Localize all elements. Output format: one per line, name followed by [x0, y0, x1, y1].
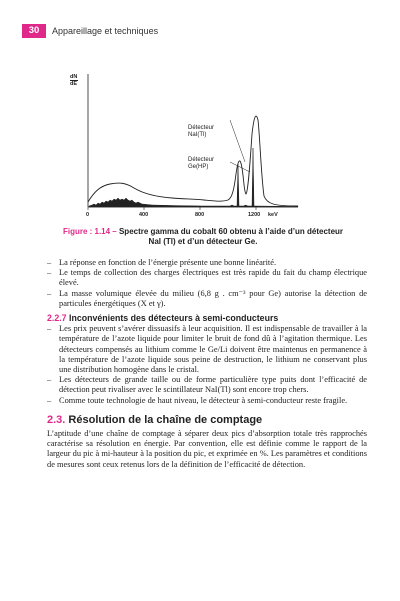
y-label-top: dN: [70, 74, 78, 80]
list-item: – Les détecteurs de grande taille ou de forme particulière type puits dont l’efficacité de détection peut rivaliser avec le scintillateur NaI(Tl) sont encore trop chers.: [47, 375, 367, 395]
nai-annotation: Détecteur NaI(Tl): [188, 125, 215, 138]
paragraph: L’aptitude d’une chaîne de comptage à séparer deux pics d’absorption totale très rapprochés caractérise sa résolution en énergie. Par convention, elle est définie comme le rapport de la largeur du pic à mi-hauteur à la position du pic, et exprimée en %. Les paramètres et conditions de mesures sont ceux retenus lors de la définition de l’efficacité de détection.: [47, 429, 367, 469]
list-item: – La masse volumique élevée du milieu (6,8 g . cm⁻³ pour Ge) autorise la détection de particules énergétiques (X et γ).: [47, 288, 367, 308]
spectrum-plot: [62, 64, 312, 224]
x-unit-label: keV: [268, 212, 278, 218]
x-tick-label-1200: 1200: [248, 212, 261, 218]
list-item: – Les prix peuvent s’avérer dissuasifs à leur acquisition. Il est indispensable de travailler à la température de l’azote liquide pour limiter le bruit de fond dû à l’agitation thermique. Les détecteurs compensés au lithium comme le Ge/Li doivent être maintenus en permanence à la température de l’azote liquide sous peine de destruction, le lithium ne conservant plus une distribution homogène dans le cristal.: [47, 324, 367, 375]
figure-caption-text: Spectre gamma du cobalt 60 obtenu à l’aide d’un détecteur NaI (Tl) et d’un détecteur Ge.: [116, 227, 344, 246]
main-text: [47, 258, 367, 470]
list-item: – La réponse en fonction de l’énergie présente une bonne linéarité.: [47, 258, 277, 267]
page-header: [22, 24, 378, 38]
ge-annotation-pointer: [230, 162, 250, 172]
ge-annotation: Détecteur Ge(HP): [188, 157, 215, 170]
section-heading-2-3: 2.3. Résolution de la chaîne de comptage: [47, 413, 263, 426]
list-item: – Le temps de collection des charges électriques est très rapide du fait du champ électrique élevé.: [47, 268, 367, 288]
figure-caption-label: Figure : 1.14 –: [62, 227, 117, 236]
gamma-spectrum-chart: [62, 64, 312, 224]
running-head: Appareillage et techniques: [52, 26, 159, 36]
figure-caption: [58, 227, 348, 247]
y-label-bottom: dE: [70, 81, 78, 87]
x-tick-label-800: 800: [195, 212, 205, 218]
section-heading-2-2-7: 2.2.7 Inconvénients des détecteurs à semi-conducteurs: [47, 313, 279, 324]
nai-annotation-pointer: [230, 120, 245, 162]
x-tick-label-400: 400: [139, 212, 149, 218]
list-item: – Comme toute technologie de haut niveau, le détecteur à semi-conducteur reste fragile.: [47, 395, 348, 405]
x-tick-label-0: 0: [86, 212, 90, 218]
page-number-badge: 30: [22, 24, 46, 38]
